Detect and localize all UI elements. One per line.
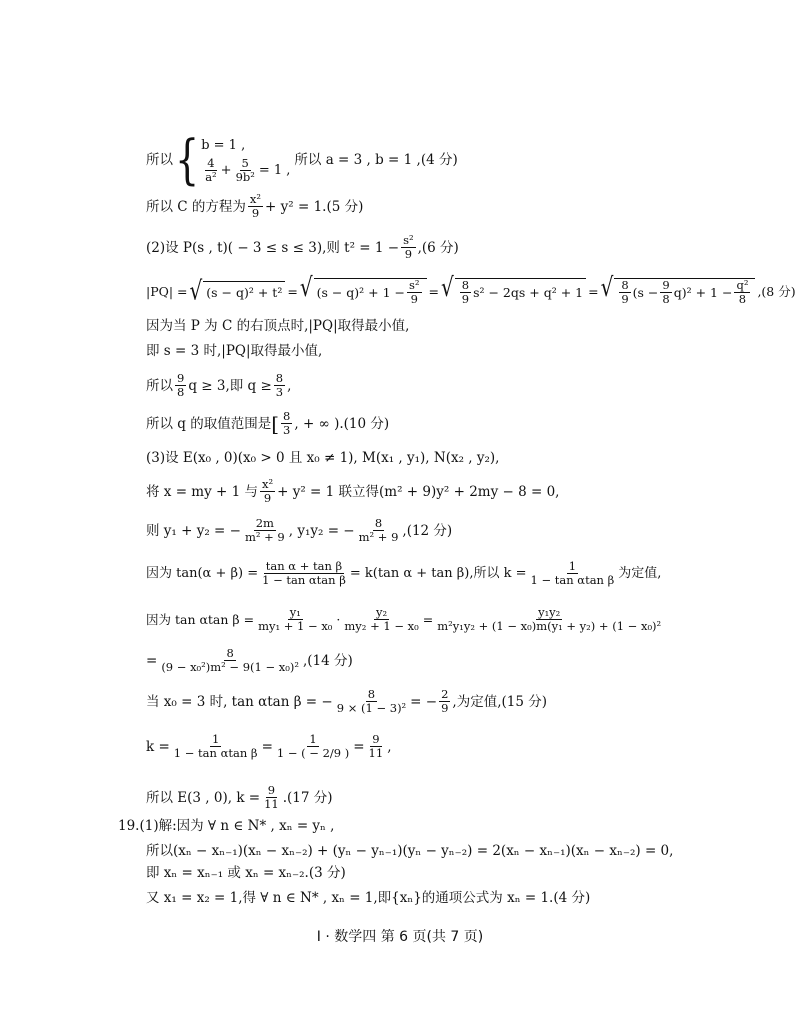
line-text: 即 s = 3 时,|PQ|取得最小值, (146, 343, 323, 359)
fraction (367, 733, 386, 760)
denominator: 11 (264, 797, 279, 811)
solution-line (146, 410, 389, 437)
square-root: √ $\frac{8}{9}$ s² − 2qs + q² + 1 (441, 278, 586, 306)
denominator: 8 (738, 292, 747, 306)
radicand-part: q)² + 1 − (673, 284, 733, 300)
denominator: 9 × (1 − 3)² (336, 701, 407, 715)
solution-line (146, 862, 346, 884)
line-text: 将 x = my + 1 与 (146, 483, 259, 500)
denominator: 9 (263, 491, 272, 505)
line-text: 因为当 P 为 C 的右顶点时,|PQ|取得最小值, (146, 318, 410, 334)
fraction (234, 157, 257, 184)
line-text: 所以 q 的取值范围是 (146, 415, 272, 432)
solution-line (146, 784, 333, 811)
line-text: ,为定值,(15 分) (452, 693, 548, 710)
line-text: (2)设 P(s , t)( − 3 ≤ s ≤ 3),则 t² = 1 − (146, 239, 400, 256)
fraction (281, 410, 292, 437)
denominator: 9 (441, 701, 449, 715)
denominator: 3 (275, 385, 284, 399)
line-text: = (353, 738, 365, 755)
fraction (342, 606, 420, 633)
numerator: 1 (568, 559, 577, 573)
numerator: 9 (267, 783, 276, 797)
numerator: 1 (212, 732, 220, 746)
line-text: ,(6 分) (417, 239, 459, 256)
numerator: 1 (309, 732, 317, 746)
denominator: 9 (621, 292, 629, 306)
denominator: m² + 9 (358, 530, 399, 544)
radicand-part: s² − 2qs + q² + 1 (473, 284, 584, 300)
line-text: · (336, 611, 341, 627)
line-text: 所以(xₙ − xₙ₋₁)(xₙ − xₙ₋₂) + (yₙ − yₙ₋₁)(yₙ − yₙ₋₂) = 2(xₙ − xₙ₋₁)(xₙ − xₙ₋₂) = 0, (146, 843, 674, 859)
problem-19-line (118, 815, 334, 837)
numerator: tan α + tan β (265, 559, 343, 573)
fraction (256, 606, 334, 633)
fraction (203, 157, 218, 184)
numerator: 8 (283, 409, 291, 423)
fraction (274, 372, 285, 399)
denominator: 9 (461, 292, 470, 306)
solution-line (146, 340, 322, 362)
fraction (335, 688, 408, 715)
denominator: 9 (404, 247, 413, 261)
line-text: .(17 分) (282, 789, 333, 806)
fraction (175, 372, 186, 399)
numerator: y₁ (289, 605, 301, 619)
solution-line (146, 560, 661, 587)
square-root: √ $\frac{8}{9}$ (s − $\frac{9}{8}$ q)² + 1 − $\frac{\text{q²}}{8}$ (601, 278, 756, 306)
fraction (260, 560, 348, 587)
denominator: 1 − ( − 2/9 ) (276, 746, 350, 760)
line-text: 所以 a = 3 , b = 1 ,(4 分) (294, 151, 458, 168)
line-text: 又 x₁ = x₂ = 1,得 ∀ n ∈ N* , xₙ = 1,即{xₙ}的通项公式为 xₙ = 1.(4 分) (146, 890, 591, 906)
denominator: 8 (662, 292, 670, 306)
bracket-symbol: [ (271, 411, 280, 436)
fraction (529, 560, 617, 587)
fraction (357, 517, 401, 544)
line-text: , (287, 377, 292, 394)
solution-line (146, 840, 673, 862)
numerator: 2m (255, 516, 274, 530)
line-text: 则 y₁ + y₂ = − (146, 522, 241, 539)
numerator: 8 (226, 646, 234, 660)
numerator: 8 (374, 516, 383, 530)
numerator: q² (736, 278, 749, 292)
denominator: 9 (410, 292, 418, 306)
line-text: (3)设 E(x₀ , 0)(x₀ > 0 且 x₀ ≠ 1), M(x₁ , y₁), N(x₂ , y₂), (146, 450, 500, 466)
brace-symbol: { (175, 128, 200, 191)
numerator: 5 (241, 156, 249, 170)
denominator: my₁ + 1 − x₀ (258, 619, 333, 633)
numerator: 9 (372, 732, 380, 746)
numerator: x² (262, 477, 274, 491)
denominator: 1 − tan αtan β (262, 573, 346, 587)
equals-sign: = (287, 284, 298, 299)
line-text: , y₁y₂ = − (288, 522, 355, 539)
equation-system (201, 135, 290, 184)
numerator: 8 (461, 278, 470, 292)
line-text: 19.(1)解:因为 ∀ n ∈ N* , xₙ = yₙ , (118, 818, 335, 834)
denominator: 8 (177, 385, 185, 399)
line-text: 为定值, (618, 565, 662, 581)
line-text: + y² = 1 联立得(m² + 9)y² + 2my − 8 = 0, (277, 483, 560, 500)
numerator: x² (249, 192, 262, 206)
denominator: 9 (251, 206, 260, 220)
line-text: 所以 C 的方程为 (146, 198, 246, 215)
line-text: = k(tan α + tan β),所以 k = (349, 565, 527, 581)
solution-line (146, 372, 291, 399)
denominator: 1 − tan αtan β (530, 573, 615, 587)
line-text: q ≥ 3,即 q ≥ (188, 377, 272, 394)
numerator: s² (403, 233, 414, 247)
numerator: y₁y₂ (538, 605, 561, 619)
page-footer: Ⅰ · 数学四 第 6 页(共 7 页) (316, 929, 484, 945)
fraction (439, 688, 450, 715)
pq-distance-line (146, 271, 796, 306)
equals-sign: = (588, 284, 599, 299)
numerator: s² (409, 278, 420, 292)
denominator: 3 (283, 423, 291, 437)
line-text: 当 x₀ = 3 时, tan αtan β = − (146, 693, 333, 710)
radicand-part: (s − q)² + 1 − (316, 284, 405, 300)
line-text: ,(8 分) (757, 284, 796, 299)
fraction (401, 234, 416, 261)
denominator: (9 − x₀²)m² − 9(1 − x₀)² (161, 660, 299, 674)
denominator: m²y₁y₂ + (1 − x₀)m(y₁ + y₂) + (1 − x₀)² (437, 619, 662, 633)
denominator: m² + 9 (244, 530, 285, 544)
solution-line (146, 733, 391, 760)
fraction (159, 647, 301, 674)
fraction (172, 733, 260, 760)
numerator: y₂ (376, 605, 388, 619)
line-text: 因为 tan αtan β = (146, 611, 255, 627)
numerator: 8 (621, 278, 629, 292)
line-text: , (387, 738, 392, 755)
line-text: ,(12 分) (402, 522, 453, 539)
solution-line (146, 647, 353, 674)
solution-line (146, 688, 547, 715)
line-text: |PQ| = (146, 284, 188, 299)
line-text: = (261, 738, 273, 755)
line-text: 所以 (146, 377, 173, 394)
solution-line (146, 234, 459, 261)
fraction (260, 478, 275, 505)
equation: $\frac{4}{\text{a²}}$ + $\frac{5}{\text{9b²}}$ = 1 , (205, 156, 291, 184)
fraction (248, 193, 263, 220)
numerator: 4 (207, 156, 215, 170)
solution-line (146, 606, 665, 633)
radicand-part: (s − (632, 284, 659, 300)
line-text: = (146, 652, 158, 669)
line-text: = (422, 611, 434, 627)
numerator: 8 (367, 687, 376, 701)
denominator: 1 − tan αtan β (173, 746, 258, 760)
denominator: a² (205, 170, 217, 184)
line-text: 所以 (146, 151, 173, 168)
fraction (262, 784, 281, 811)
line-text: 所以 E(3 , 0), k = (146, 789, 261, 806)
radicand: (s − q)² + t² (203, 281, 285, 304)
solution-line (146, 193, 363, 220)
line-text: = − (410, 693, 438, 710)
numerator: 8 (275, 371, 284, 385)
solution-line (146, 447, 499, 469)
equation-tail: = 1 , (258, 162, 291, 178)
solution-line (146, 887, 590, 909)
fraction (435, 606, 663, 633)
denominator: 11 (368, 746, 384, 760)
denominator: 9b² (235, 170, 255, 184)
radicand (455, 278, 586, 306)
line-text: ,(14 分) (302, 652, 353, 669)
line-text: 即 xₙ = xₙ₋₁ 或 xₙ = xₙ₋₂.(3 分) (146, 865, 346, 881)
numerator: 9 (662, 278, 670, 292)
radicand (314, 278, 427, 306)
line-text: k = (146, 738, 170, 755)
fraction (243, 517, 287, 544)
line-text: , + ∞ ).(10 分) (294, 415, 390, 432)
square-root: √ (s − q)² + 1 − $\frac{\text{s²}}{9}$ (300, 278, 427, 306)
radicand (614, 278, 755, 306)
equals-sign: = (428, 284, 439, 299)
equation: b = 1 , (201, 138, 246, 153)
line-text: + y² = 1.(5 分) (265, 198, 364, 215)
fraction (275, 733, 351, 760)
numerator: 9 (177, 371, 185, 385)
solution-line (146, 128, 458, 191)
numerator: 2 (441, 687, 449, 701)
denominator: my₂ + 1 − x₀ (344, 619, 419, 633)
solution-line (146, 478, 559, 505)
line-text: 因为 tan(α + β) = (146, 565, 259, 581)
solution-line (146, 315, 409, 337)
solution-line (146, 517, 452, 544)
square-root: √ (s − q)² + t² (190, 281, 286, 304)
